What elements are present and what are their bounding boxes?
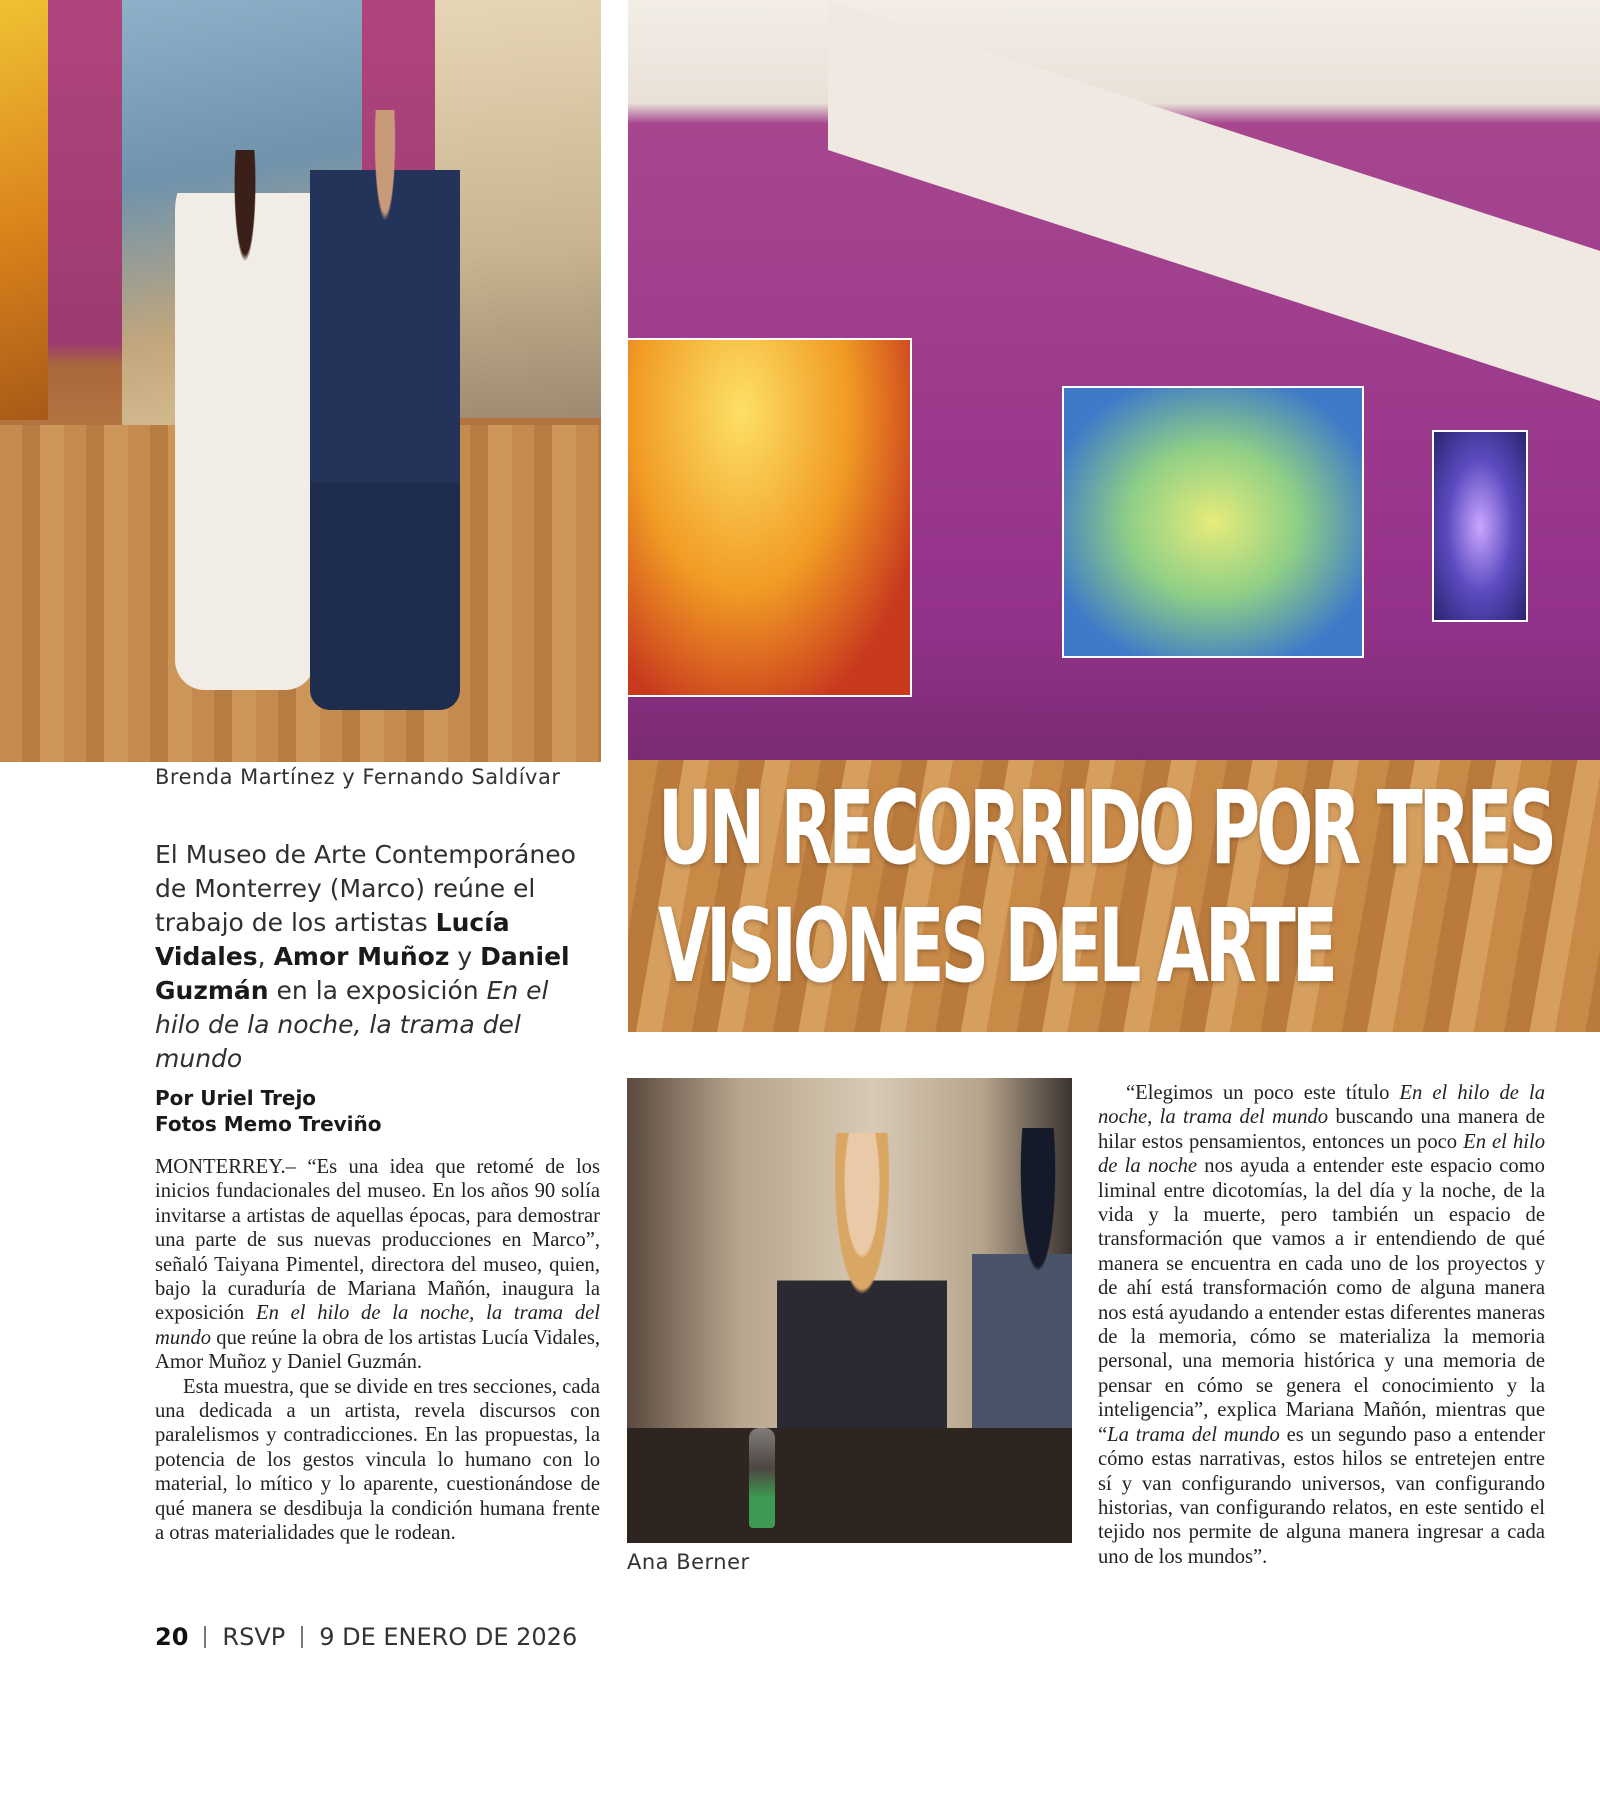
paragraph-text: es un segundo paso a entender cómo estas narrativas, estos hilos se entretejen entre sí y van configurando universos, van configurando historias, van configurando relatos, en este sentido el tejido nos permite de alguna manera ingresar a cada uno de los mundos”. <box>1098 1423 1546 1568</box>
exhibition-title: En el hilo de la noche, la trama del mundo <box>155 1302 600 1349</box>
issue-date: 9 DE ENERO DE 2026 <box>319 1623 578 1651</box>
article-paragraph <box>1098 1081 1545 1569</box>
photo-gallery <box>628 0 1600 1032</box>
exhibition-title: En el hilo de la noche <box>1098 1130 1545 1178</box>
page-footer <box>155 1623 577 1651</box>
paragraph-text: nos ayuda a entender este espacio como liminal entre dicotomías, la del día y la noche, de la vida y la muerte, pero también un espacio de transformación que vamos a ir entendiendo de qué manera se encuentra en cada uno de los proyectos y de ahí está transformación como de alguna manera nos está ayudando a entender estas diferentes maneras de la memoria, cómo se materializa la memoria personal, una memoria histórica y una memoria de pensar en cómo se genera el conocimiento y la inteligencia”, explica Mariana Mañón, mientras que “ <box>1098 1155 1545 1446</box>
exhibition-title: En el hilo de la noche, la trama del mundo <box>1098 1082 1546 1129</box>
paragraph-text: buscando una manera de hilar estos pensamientos, entonces un poco <box>1098 1106 1545 1153</box>
byline-author: Por Uriel Trejo <box>155 1086 317 1110</box>
headline <box>658 770 1553 1006</box>
byline-photos: Fotos Memo Treviño <box>155 1112 382 1136</box>
artist-name: Amor Muñoz <box>273 942 450 971</box>
photo-caption-couple: Brenda Martínez y Fernando Saldívar <box>155 765 561 789</box>
footer-divider <box>301 1626 303 1648</box>
intro-text-2: en la exposición <box>268 976 487 1005</box>
article-column-left <box>155 1155 600 1546</box>
footer-divider <box>204 1626 206 1648</box>
byline <box>155 1085 382 1137</box>
headline-line-2: VISIONES DEL ARTE <box>658 887 1334 1006</box>
page-number: 20 <box>155 1623 189 1651</box>
photo-couple <box>0 0 601 762</box>
paragraph-text: “Elegimos un poco este título <box>1126 1082 1400 1104</box>
photo-caption-ana: Ana Berner <box>627 1550 750 1574</box>
photo-ana-berner <box>627 1078 1072 1543</box>
exhibition-title: En el hilo de la noche, la trama del mundo <box>155 976 549 1073</box>
intro-text-1: El Museo de Arte Contemporáneo de Monterrey (Marco) reúne el trabajo de los artistas <box>155 840 576 937</box>
exhibition-title: La trama del mundo <box>1107 1423 1280 1446</box>
article-paragraph: Esta muestra, que se divide en tres secciones, cada una dedicada a un artista, revela discursos con paralelismos y contradicciones. En las propuestas, la potencia de los gestos vincula lo humano con lo material, lo mítico y lo aparente, cuestionándose de qué manera se desdibuja la condición humana frente a otras materialidades que le rodean. <box>155 1375 600 1545</box>
headline-line-1: UN RECORRIDO POR TRES <box>658 769 1554 888</box>
article-paragraph <box>155 1155 600 1375</box>
paragraph-text: MONTERREY.– “Es una idea que retomé de los inicios fundacionales del museo. En los años 90 solía invitarse a artistas de aquellas épocas, para demostrar una parte de sus nuevas producciones en Marco”, señaló Taiyana Pimentel, directora del museo, quien, bajo la curaduría de Mariana Mañón, inaugura la exposición <box>155 1156 600 1325</box>
publication-name: RSVP <box>222 1623 286 1651</box>
paragraph-text: que reúne la obra de los artistas Lucía Vidales, Amor Muñoz y Daniel Guzmán. <box>155 1326 600 1374</box>
article-column-right <box>1098 1081 1545 1569</box>
intro-sep: , <box>257 942 274 971</box>
artist-name: Lucía Vidales <box>155 908 510 971</box>
intro-sep: y <box>449 942 481 971</box>
artist-name: Daniel Guzmán <box>155 942 570 1005</box>
intro-deck <box>155 838 595 1076</box>
